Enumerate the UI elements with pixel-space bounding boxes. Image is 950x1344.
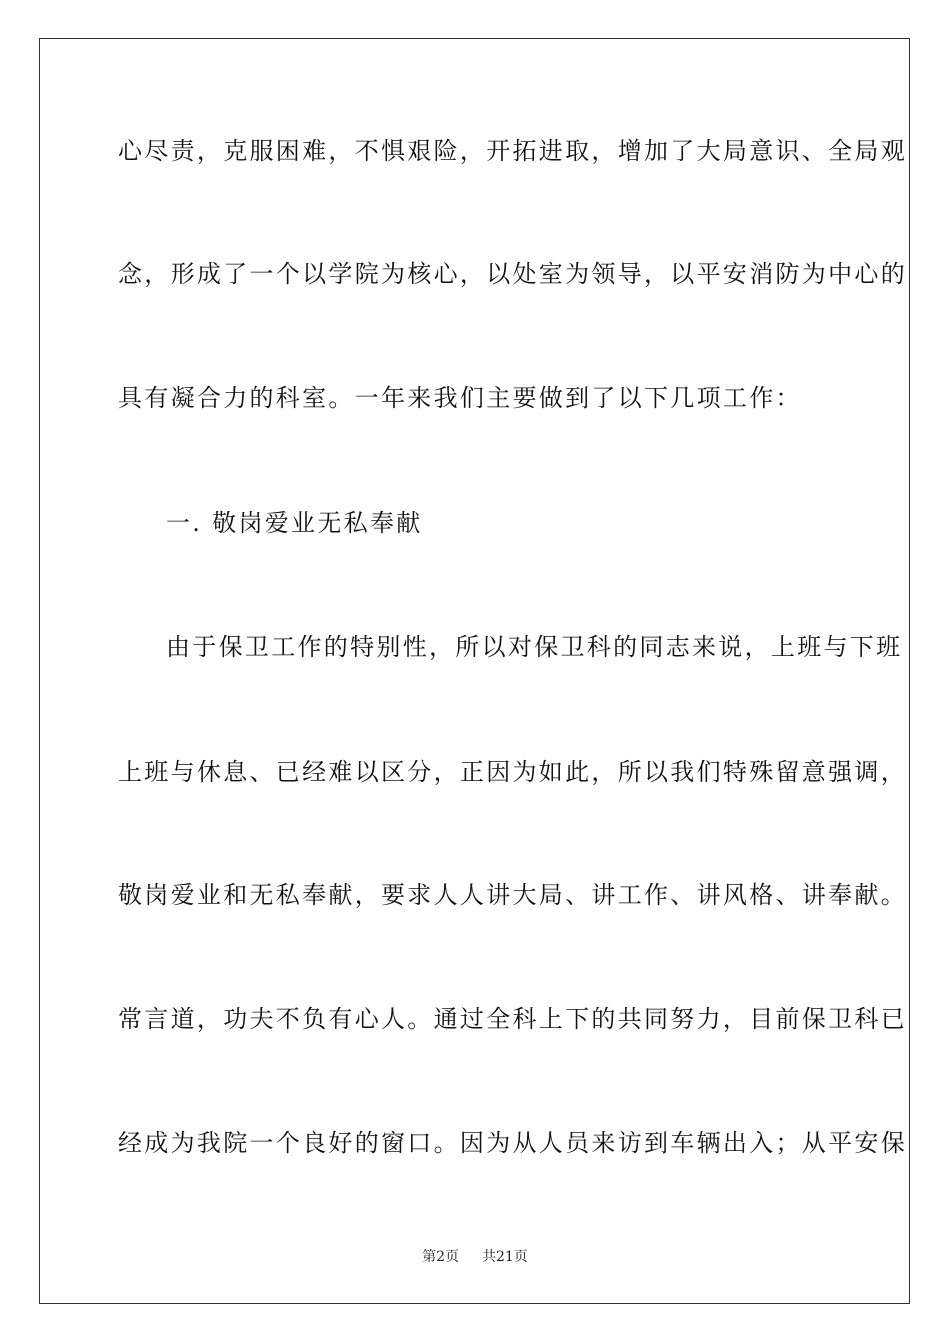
paragraph-line: 经成为我院一个良好的窗口。因为从人员来访到车辆出入；从平安保 [118, 1129, 907, 1157]
paragraph-line: 上班与休息、已经难以区分，正因为如此，所以我们特殊留意强调， [118, 758, 907, 786]
page-border [39, 38, 910, 1304]
page-total: 共21页 [482, 1249, 528, 1265]
paragraph-line: 心尽责，克服困难，不惧艰险，开拓进取，增加了大局意识、全局观 [118, 137, 907, 165]
paragraph-line: 常言道，功夫不负有心人。通过全科上下的共同努力，目前保卫科已 [118, 1005, 907, 1033]
page-number: 第2页 [422, 1249, 460, 1265]
paragraph-line: 具有凝合力的科室。一年来我们主要做到了以下几项工作： [118, 384, 802, 412]
page-footer [0, 1248, 950, 1266]
section-heading: 一. 敬岗爱业无私奉献 [166, 509, 423, 537]
paragraph-line: 由于保卫工作的特别性，所以对保卫科的同志来说，上班与下班 [166, 633, 903, 661]
paragraph-line: 敬岗爱业和无私奉献，要求人人讲大局、讲工作、讲风格、讲奉献。 [118, 881, 907, 909]
paragraph-line: 念，形成了一个以学院为核心，以处室为领导，以平安消防为中心的 [118, 260, 907, 288]
